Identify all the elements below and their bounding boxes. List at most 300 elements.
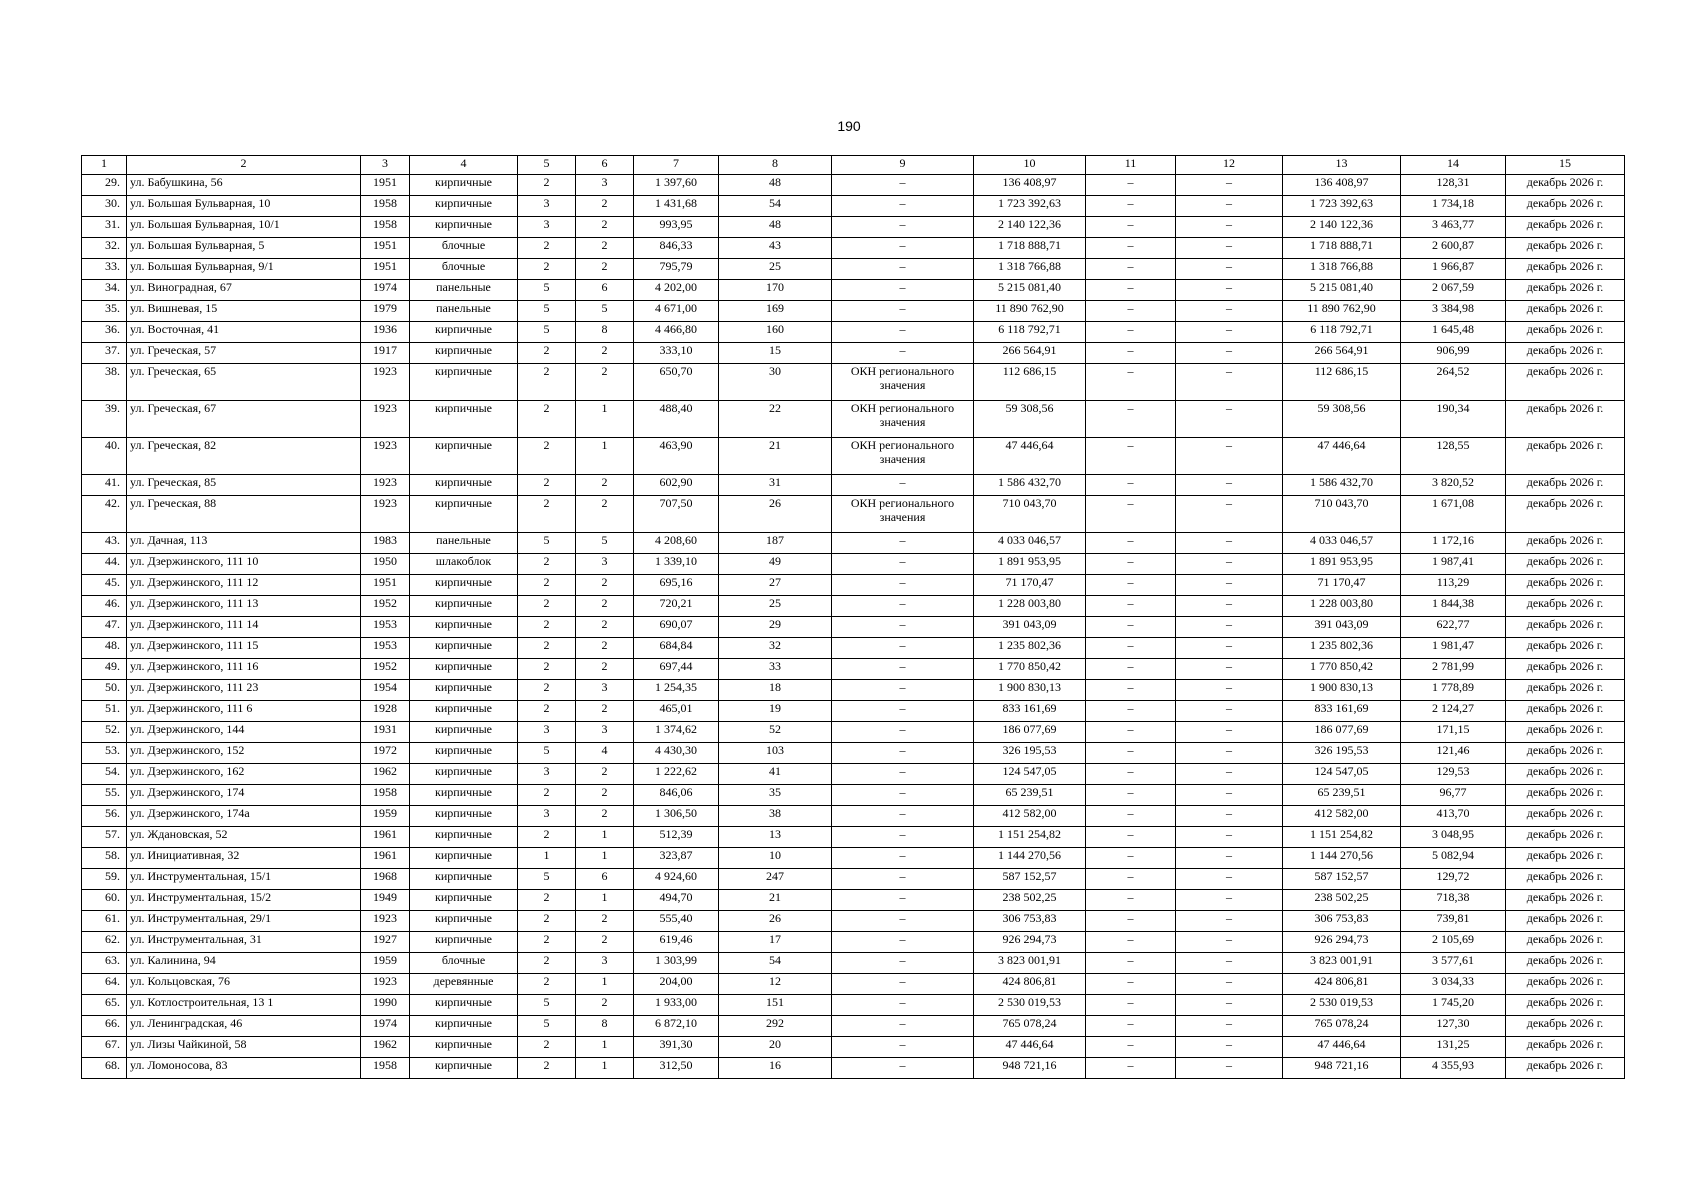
table-cell: 2 — [518, 638, 576, 659]
table-cell: 326 195,53 — [974, 743, 1086, 764]
table-cell: – — [1086, 175, 1176, 196]
table-row — [82, 575, 1625, 596]
table-cell: кирпичные — [410, 827, 518, 848]
table-cell: 1 900 830,13 — [974, 680, 1086, 701]
table-cell: – — [832, 785, 974, 806]
table-cell: кирпичные — [410, 575, 518, 596]
table-cell: – — [832, 238, 974, 259]
table-row — [82, 827, 1625, 848]
table-cell: 3 — [518, 217, 576, 238]
column-number-header: 14 — [1401, 156, 1506, 175]
table-cell: декабрь 2026 г. — [1506, 617, 1625, 638]
table-cell: 906,99 — [1401, 343, 1506, 364]
table-cell: – — [1086, 259, 1176, 280]
table-cell: 1 891 953,95 — [1283, 554, 1401, 575]
table-cell: – — [1086, 301, 1176, 322]
table-cell: 2 — [518, 785, 576, 806]
table-cell: – — [1176, 722, 1283, 743]
table-cell: 31. — [82, 217, 127, 238]
table-cell: 4 208,60 — [634, 533, 719, 554]
table-cell: 2 — [518, 596, 576, 617]
table-cell: 47 446,64 — [974, 438, 1086, 475]
table-cell: 2 — [518, 438, 576, 475]
table-cell: блочные — [410, 259, 518, 280]
table-cell: 121,46 — [1401, 743, 1506, 764]
table-cell: 32 — [719, 638, 832, 659]
table-cell: 1954 — [361, 680, 410, 701]
table-cell: 2 — [518, 659, 576, 680]
table-cell: 2 — [576, 995, 634, 1016]
table-cell: декабрь 2026 г. — [1506, 806, 1625, 827]
table-cell: ул. Большая Бульварная, 10/1 — [127, 217, 361, 238]
table-cell: ул. Инструментальная, 15/2 — [127, 890, 361, 911]
page-number: 190 — [837, 118, 861, 134]
table-row — [82, 974, 1625, 995]
table-cell: – — [832, 475, 974, 496]
table-cell: 25 — [719, 596, 832, 617]
table-cell: – — [1086, 785, 1176, 806]
table-cell: – — [1086, 238, 1176, 259]
column-number-header: 13 — [1283, 156, 1401, 175]
table-cell: – — [832, 974, 974, 995]
table-cell: 2 — [518, 496, 576, 533]
table-cell: – — [1086, 911, 1176, 932]
table-row — [82, 259, 1625, 280]
table-cell: – — [1176, 827, 1283, 848]
table-cell: – — [1086, 827, 1176, 848]
table-cell: ул. Дзержинского, 111 10 — [127, 554, 361, 575]
table-cell: 54 — [719, 953, 832, 974]
table-row — [82, 617, 1625, 638]
table-cell: кирпичные — [410, 196, 518, 217]
table-cell: декабрь 2026 г. — [1506, 554, 1625, 575]
table-cell: 2 — [576, 617, 634, 638]
table-cell: 2 — [576, 475, 634, 496]
table-cell: 697,44 — [634, 659, 719, 680]
table-cell: 2 530 019,53 — [974, 995, 1086, 1016]
table-cell: – — [1176, 322, 1283, 343]
table-cell: кирпичные — [410, 617, 518, 638]
table-cell: 2 — [518, 974, 576, 995]
table-cell: кирпичные — [410, 475, 518, 496]
table-cell: кирпичные — [410, 806, 518, 827]
table-cell: 15 — [719, 343, 832, 364]
table-cell: 5 — [518, 743, 576, 764]
table-cell: 306 753,83 — [1283, 911, 1401, 932]
table-cell: 1 645,48 — [1401, 322, 1506, 343]
table-cell: 62. — [82, 932, 127, 953]
table-cell: 391 043,09 — [974, 617, 1086, 638]
table-cell: – — [1086, 974, 1176, 995]
table-cell: 1 900 830,13 — [1283, 680, 1401, 701]
table-cell: декабрь 2026 г. — [1506, 322, 1625, 343]
table-cell: 720,21 — [634, 596, 719, 617]
table-cell: – — [832, 953, 974, 974]
table-cell: 4 033 046,57 — [1283, 533, 1401, 554]
table-body — [82, 156, 1625, 1079]
table-cell: панельные — [410, 280, 518, 301]
table-cell: декабрь 2026 г. — [1506, 701, 1625, 722]
table-cell: 3 823 001,91 — [1283, 953, 1401, 974]
table-cell: 59 308,56 — [1283, 401, 1401, 438]
table-cell: – — [1086, 496, 1176, 533]
table-row — [82, 343, 1625, 364]
table-cell: 3 — [576, 953, 634, 974]
table-cell: 59 308,56 — [974, 401, 1086, 438]
table-cell: 12 — [719, 974, 832, 995]
table-cell: декабрь 2026 г. — [1506, 932, 1625, 953]
table-cell: ул. Дзержинского, 152 — [127, 743, 361, 764]
table-cell: декабрь 2026 г. — [1506, 869, 1625, 890]
table-cell: декабрь 2026 г. — [1506, 638, 1625, 659]
table-cell: – — [832, 617, 974, 638]
table-cell: 2 — [576, 932, 634, 953]
table-row — [82, 953, 1625, 974]
table-cell: – — [1176, 496, 1283, 533]
table-cell: 2 — [576, 259, 634, 280]
table-cell: – — [1176, 554, 1283, 575]
table-cell: 3 034,33 — [1401, 974, 1506, 995]
table-cell: ул. Ждановская, 52 — [127, 827, 361, 848]
table-cell: 1968 — [361, 869, 410, 890]
table-cell: декабрь 2026 г. — [1506, 1016, 1625, 1037]
table-cell: декабрь 2026 г. — [1506, 301, 1625, 322]
table-cell: – — [1086, 438, 1176, 475]
table-cell: 1923 — [361, 401, 410, 438]
table-cell: ул. Большая Бульварная, 9/1 — [127, 259, 361, 280]
table-cell: – — [1086, 343, 1176, 364]
table-cell: 129,53 — [1401, 764, 1506, 785]
table-cell: 2 — [576, 343, 634, 364]
table-cell: 306 753,83 — [974, 911, 1086, 932]
table-cell: 41. — [82, 475, 127, 496]
table-cell: 16 — [719, 1058, 832, 1079]
table-cell: ул. Дзержинского, 111 16 — [127, 659, 361, 680]
table-cell: – — [1086, 764, 1176, 785]
table-cell: – — [1086, 722, 1176, 743]
table-cell: – — [1086, 401, 1176, 438]
table-cell: – — [1086, 743, 1176, 764]
table-cell: – — [1086, 890, 1176, 911]
table-cell: 67. — [82, 1037, 127, 1058]
table-cell: 35. — [82, 301, 127, 322]
table-cell: кирпичные — [410, 722, 518, 743]
table-cell: 1 — [576, 1058, 634, 1079]
table-cell: 2 — [518, 617, 576, 638]
table-cell: 512,39 — [634, 827, 719, 848]
table-cell: – — [832, 1016, 974, 1037]
column-number-header: 10 — [974, 156, 1086, 175]
table-cell: 35 — [719, 785, 832, 806]
table-cell: 1 144 270,56 — [974, 848, 1086, 869]
table-cell: декабрь 2026 г. — [1506, 848, 1625, 869]
table-row — [82, 533, 1625, 554]
table-cell: – — [832, 533, 974, 554]
table-cell: 765 078,24 — [974, 1016, 1086, 1037]
table-cell: 5 215 081,40 — [1283, 280, 1401, 301]
table-cell: 2 — [518, 827, 576, 848]
table-cell: ОКН регионального значения — [832, 496, 974, 533]
table-row — [82, 364, 1625, 401]
table-cell: панельные — [410, 533, 518, 554]
table-cell: 2 — [518, 575, 576, 596]
table-cell: ул. Дзержинского, 174а — [127, 806, 361, 827]
column-number-header: 12 — [1176, 156, 1283, 175]
table-cell: 29 — [719, 617, 832, 638]
table-cell: 1 431,68 — [634, 196, 719, 217]
table-cell: – — [1086, 596, 1176, 617]
table-cell: кирпичные — [410, 1037, 518, 1058]
table-cell: 2 — [576, 701, 634, 722]
table-cell: – — [1176, 743, 1283, 764]
table-cell: 1949 — [361, 890, 410, 911]
table-cell: – — [1086, 869, 1176, 890]
table-cell: 1928 — [361, 701, 410, 722]
table-cell: 55. — [82, 785, 127, 806]
table-cell: 1923 — [361, 438, 410, 475]
table-cell: 1 144 270,56 — [1283, 848, 1401, 869]
table-cell: 48. — [82, 638, 127, 659]
table-cell: – — [832, 217, 974, 238]
table-cell: 710 043,70 — [1283, 496, 1401, 533]
table-cell: – — [1086, 1016, 1176, 1037]
table-cell: ул. Дзержинского, 111 13 — [127, 596, 361, 617]
table-cell: 795,79 — [634, 259, 719, 280]
table-cell: 1 397,60 — [634, 175, 719, 196]
table-row — [82, 217, 1625, 238]
table-cell: 6 118 792,71 — [974, 322, 1086, 343]
table-cell: 622,77 — [1401, 617, 1506, 638]
table-cell: 36. — [82, 322, 127, 343]
table-cell: 1 586 432,70 — [974, 475, 1086, 496]
table-cell: – — [1176, 911, 1283, 932]
table-cell: 51. — [82, 701, 127, 722]
table-cell: кирпичные — [410, 869, 518, 890]
table-cell: 587 152,57 — [1283, 869, 1401, 890]
table-cell: 3 048,95 — [1401, 827, 1506, 848]
table-cell: – — [1086, 953, 1176, 974]
table-cell: 2 — [518, 932, 576, 953]
table-cell: 58. — [82, 848, 127, 869]
table-cell: ул. Греческая, 85 — [127, 475, 361, 496]
table-cell: – — [1086, 322, 1176, 343]
table-row — [82, 238, 1625, 259]
table-cell: кирпичные — [410, 743, 518, 764]
table-cell: 103 — [719, 743, 832, 764]
table-cell: 6 — [576, 280, 634, 301]
table-cell: 1936 — [361, 322, 410, 343]
table-cell: – — [1176, 701, 1283, 722]
table-cell: декабрь 2026 г. — [1506, 259, 1625, 280]
table-cell: 48 — [719, 175, 832, 196]
table-cell: – — [1176, 533, 1283, 554]
table-cell: 266 564,91 — [974, 343, 1086, 364]
table-cell: 32. — [82, 238, 127, 259]
table-cell: 846,33 — [634, 238, 719, 259]
table-cell: панельные — [410, 301, 518, 322]
table-cell: кирпичные — [410, 848, 518, 869]
table-cell: 1 987,41 — [1401, 554, 1506, 575]
table-cell: 391,30 — [634, 1037, 719, 1058]
table-row — [82, 869, 1625, 890]
table-row — [82, 1016, 1625, 1037]
table-cell: 49 — [719, 554, 832, 575]
table-cell: 5 — [518, 533, 576, 554]
table-cell: – — [1086, 701, 1176, 722]
table-cell: 2 — [518, 401, 576, 438]
table-cell: 96,77 — [1401, 785, 1506, 806]
table-cell: – — [1176, 1037, 1283, 1058]
table-cell: – — [1176, 764, 1283, 785]
table-cell: – — [832, 343, 974, 364]
table-cell: 1962 — [361, 1037, 410, 1058]
table-cell: декабрь 2026 г. — [1506, 238, 1625, 259]
table-cell: 2 — [576, 659, 634, 680]
table-cell: декабрь 2026 г. — [1506, 995, 1625, 1016]
table-cell: 1 151 254,82 — [1283, 827, 1401, 848]
table-cell: 412 582,00 — [974, 806, 1086, 827]
table-row — [82, 701, 1625, 722]
table-cell: – — [1176, 364, 1283, 401]
table-row — [82, 280, 1625, 301]
table-row — [82, 848, 1625, 869]
table-cell: 4 355,93 — [1401, 1058, 1506, 1079]
table-cell: декабрь 2026 г. — [1506, 401, 1625, 438]
table-cell: 1 734,18 — [1401, 196, 1506, 217]
table-cell: ул. Ломоносова, 83 — [127, 1058, 361, 1079]
table-cell: 1990 — [361, 995, 410, 1016]
table-cell: 64. — [82, 974, 127, 995]
table-cell: 2 781,99 — [1401, 659, 1506, 680]
table-cell: 4 202,00 — [634, 280, 719, 301]
table-cell: – — [1176, 575, 1283, 596]
table-cell: 38. — [82, 364, 127, 401]
table-cell: 128,55 — [1401, 438, 1506, 475]
table-cell: кирпичные — [410, 438, 518, 475]
table-cell: 151 — [719, 995, 832, 1016]
table-cell: 124 547,05 — [974, 764, 1086, 785]
table-cell: 2 — [518, 475, 576, 496]
table-cell: – — [1176, 995, 1283, 1016]
table-cell: – — [1176, 1058, 1283, 1079]
table-cell: – — [1176, 238, 1283, 259]
table-cell: 2 — [518, 175, 576, 196]
table-cell: – — [1086, 196, 1176, 217]
table-cell: 2 — [518, 701, 576, 722]
table-cell: 11 890 762,90 — [974, 301, 1086, 322]
table-cell: 47. — [82, 617, 127, 638]
table-cell: декабрь 2026 г. — [1506, 1037, 1625, 1058]
table-cell: 186 077,69 — [974, 722, 1086, 743]
table-cell: 5 082,94 — [1401, 848, 1506, 869]
table-cell: – — [832, 701, 974, 722]
table-cell: 47 446,64 — [1283, 438, 1401, 475]
column-number-header: 4 — [410, 156, 518, 175]
table-cell: 2 — [518, 364, 576, 401]
table-cell: ОКН регионального значения — [832, 401, 974, 438]
table-cell: 60. — [82, 890, 127, 911]
table-cell: 1923 — [361, 496, 410, 533]
table-cell: 44. — [82, 554, 127, 575]
table-cell: – — [832, 911, 974, 932]
table-cell: – — [832, 869, 974, 890]
table-cell: 1 172,16 — [1401, 533, 1506, 554]
table-cell: 846,06 — [634, 785, 719, 806]
table-cell: 1 — [576, 848, 634, 869]
table-cell: кирпичные — [410, 364, 518, 401]
table-cell: 3 384,98 — [1401, 301, 1506, 322]
table-cell: 136 408,97 — [974, 175, 1086, 196]
table-cell: – — [1176, 869, 1283, 890]
table-cell: – — [832, 659, 974, 680]
column-number-header: 6 — [576, 156, 634, 175]
table-cell: 3 — [518, 806, 576, 827]
table-row — [82, 806, 1625, 827]
table-row — [82, 1058, 1625, 1079]
column-number-header: 11 — [1086, 156, 1176, 175]
table-cell: ул. Дачная, 113 — [127, 533, 361, 554]
table-cell: 1 — [576, 1037, 634, 1058]
table-cell: – — [832, 890, 974, 911]
table-cell: 1 254,35 — [634, 680, 719, 701]
header-row — [82, 156, 1625, 175]
table-cell: – — [832, 196, 974, 217]
table-cell: 1979 — [361, 301, 410, 322]
table-cell: – — [1086, 475, 1176, 496]
table-cell: 2 — [576, 496, 634, 533]
table-cell: декабрь 2026 г. — [1506, 280, 1625, 301]
table-cell: 1 718 888,71 — [1283, 238, 1401, 259]
table-cell: – — [1176, 806, 1283, 827]
table-cell: 247 — [719, 869, 832, 890]
table-cell: 3 — [576, 175, 634, 196]
table-cell: – — [832, 322, 974, 343]
table-cell: 1 778,89 — [1401, 680, 1506, 701]
table-cell: 17 — [719, 932, 832, 953]
table-cell: 2 — [576, 196, 634, 217]
table-cell: 1961 — [361, 827, 410, 848]
table-cell: ул. Бабушкина, 56 — [127, 175, 361, 196]
table-cell: 26 — [719, 911, 832, 932]
table-cell: декабрь 2026 г. — [1506, 575, 1625, 596]
table-cell: ул. Инициативная, 32 — [127, 848, 361, 869]
table-cell: – — [832, 575, 974, 596]
table-cell: 1959 — [361, 953, 410, 974]
table-cell: кирпичные — [410, 596, 518, 617]
table-cell: декабрь 2026 г. — [1506, 175, 1625, 196]
table-cell: – — [832, 1037, 974, 1058]
table-cell: 1 723 392,63 — [974, 196, 1086, 217]
table-cell: 47 446,64 — [974, 1037, 1086, 1058]
table-cell: – — [1086, 848, 1176, 869]
table-cell: 1 671,08 — [1401, 496, 1506, 533]
table-cell: 1952 — [361, 596, 410, 617]
table-cell: кирпичные — [410, 764, 518, 785]
table-cell: 1 — [576, 401, 634, 438]
table-cell: 1931 — [361, 722, 410, 743]
table-cell: 1983 — [361, 533, 410, 554]
table-cell: декабрь 2026 г. — [1506, 596, 1625, 617]
table-cell: 65 239,51 — [974, 785, 1086, 806]
table-cell: 63. — [82, 953, 127, 974]
table-cell: 1917 — [361, 343, 410, 364]
table-cell: декабрь 2026 г. — [1506, 953, 1625, 974]
table-row — [82, 1037, 1625, 1058]
table-cell: 18 — [719, 680, 832, 701]
table-cell: ул. Вишневая, 15 — [127, 301, 361, 322]
table-cell: ул. Котлостроительная, 13 1 — [127, 995, 361, 1016]
table-cell: 1 339,10 — [634, 554, 719, 575]
